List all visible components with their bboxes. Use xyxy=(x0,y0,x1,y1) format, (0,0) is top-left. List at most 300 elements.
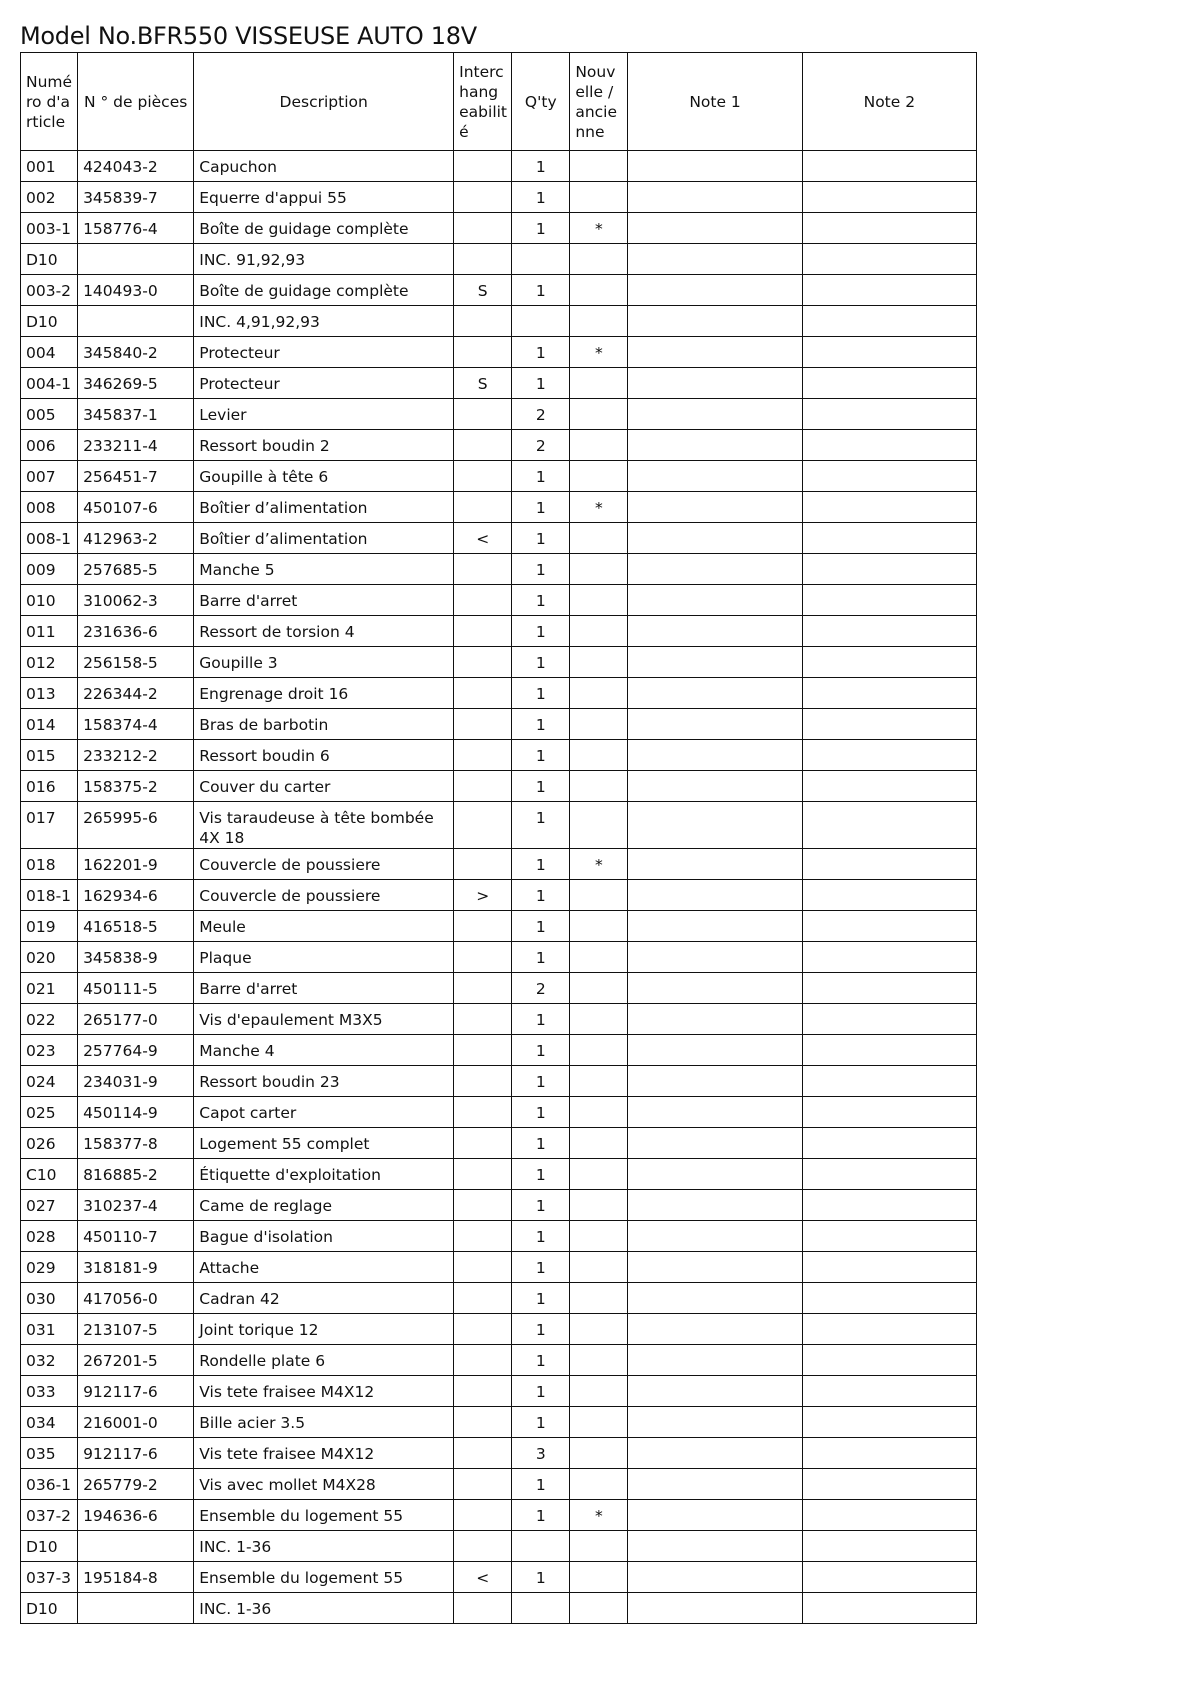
cell-item-number: 018 xyxy=(21,849,78,880)
cell-description: Barre d'arret xyxy=(194,585,454,616)
table-row xyxy=(21,647,977,678)
cell-part-number: 912117-6 xyxy=(78,1438,194,1469)
cell-part-number: 158776-4 xyxy=(78,213,194,244)
cell-part-number: 310062-3 xyxy=(78,585,194,616)
cell-new-old xyxy=(570,244,628,275)
cell-new-old: * xyxy=(570,492,628,523)
cell-item-number: 008-1 xyxy=(21,523,78,554)
cell-item-number: 021 xyxy=(21,973,78,1004)
cell-description: Ressort boudin 2 xyxy=(194,430,454,461)
cell-note-1 xyxy=(628,492,802,523)
cell-part-number: 450114-9 xyxy=(78,1097,194,1128)
table-row xyxy=(21,740,977,771)
cell-note-2 xyxy=(802,1221,976,1252)
table-row xyxy=(21,1128,977,1159)
cell-new-old: * xyxy=(570,337,628,368)
cell-description: Boîte de guidage complète xyxy=(194,275,454,306)
cell-new-old xyxy=(570,1283,628,1314)
cell-new-old xyxy=(570,1004,628,1035)
cell-note-1 xyxy=(628,182,802,213)
cell-note-2 xyxy=(802,880,976,911)
cell-interchangeability xyxy=(454,942,512,973)
cell-part-number: 256158-5 xyxy=(78,647,194,678)
table-row xyxy=(21,1407,977,1438)
cell-description: Bras de barbotin xyxy=(194,709,454,740)
cell-interchangeability xyxy=(454,1190,512,1221)
table-row xyxy=(21,1066,977,1097)
cell-note-1 xyxy=(628,1190,802,1221)
cell-part-number: 318181-9 xyxy=(78,1252,194,1283)
cell-item-number: 005 xyxy=(21,399,78,430)
table-row xyxy=(21,1097,977,1128)
cell-item-number: 015 xyxy=(21,740,78,771)
cell-item-number: 024 xyxy=(21,1066,78,1097)
cell-interchangeability xyxy=(454,1345,512,1376)
cell-item-number: D10 xyxy=(21,1593,78,1624)
cell-note-2 xyxy=(802,1190,976,1221)
cell-new-old xyxy=(570,1438,628,1469)
cell-description: Goupille 3 xyxy=(194,647,454,678)
cell-quantity: 2 xyxy=(512,430,570,461)
cell-part-number: 450111-5 xyxy=(78,973,194,1004)
cell-new-old xyxy=(570,430,628,461)
cell-note-2 xyxy=(802,306,976,337)
cell-note-1 xyxy=(628,1159,802,1190)
cell-quantity: 1 xyxy=(512,492,570,523)
cell-quantity: 1 xyxy=(512,585,570,616)
cell-new-old xyxy=(570,275,628,306)
cell-note-1 xyxy=(628,1345,802,1376)
cell-new-old: * xyxy=(570,1500,628,1531)
header-new-old: Nouv elle / ancie nne xyxy=(570,53,628,151)
cell-part-number: 345840-2 xyxy=(78,337,194,368)
table-row xyxy=(21,523,977,554)
cell-description: Logement 55 complet xyxy=(194,1128,454,1159)
cell-interchangeability xyxy=(454,1035,512,1066)
table-row xyxy=(21,1283,977,1314)
cell-quantity: 1 xyxy=(512,802,570,849)
cell-part-number: 412963-2 xyxy=(78,523,194,554)
header-item-number: Numé ro d'a rticle xyxy=(21,53,78,151)
cell-item-number: 026 xyxy=(21,1128,78,1159)
table-row xyxy=(21,973,977,1004)
cell-description: Boîtier d’alimentation xyxy=(194,492,454,523)
cell-quantity: 2 xyxy=(512,973,570,1004)
cell-item-number: 001 xyxy=(21,151,78,182)
table-row xyxy=(21,244,977,275)
cell-part-number: 231636-6 xyxy=(78,616,194,647)
cell-note-2 xyxy=(802,647,976,678)
cell-quantity: 1 xyxy=(512,337,570,368)
cell-part-number xyxy=(78,306,194,337)
table-row xyxy=(21,430,977,461)
cell-description: Couvercle de poussiere xyxy=(194,849,454,880)
cell-note-1 xyxy=(628,461,802,492)
cell-note-1 xyxy=(628,337,802,368)
cell-note-2 xyxy=(802,911,976,942)
cell-item-number: 030 xyxy=(21,1283,78,1314)
cell-interchangeability xyxy=(454,151,512,182)
cell-item-number: 033 xyxy=(21,1376,78,1407)
cell-item-number: 017 xyxy=(21,802,78,849)
cell-description: Boîte de guidage complète xyxy=(194,213,454,244)
cell-note-2 xyxy=(802,1283,976,1314)
table-row xyxy=(21,1469,977,1500)
cell-quantity: 1 xyxy=(512,1004,570,1035)
cell-new-old xyxy=(570,554,628,585)
table-row xyxy=(21,616,977,647)
cell-part-number: 194636-6 xyxy=(78,1500,194,1531)
cell-interchangeability xyxy=(454,399,512,430)
cell-part-number: 226344-2 xyxy=(78,678,194,709)
cell-interchangeability xyxy=(454,1159,512,1190)
cell-quantity xyxy=(512,1531,570,1562)
cell-interchangeability xyxy=(454,771,512,802)
cell-part-number: 256451-7 xyxy=(78,461,194,492)
cell-note-2 xyxy=(802,1314,976,1345)
cell-interchangeability xyxy=(454,973,512,1004)
cell-new-old xyxy=(570,399,628,430)
cell-part-number: 158375-2 xyxy=(78,771,194,802)
cell-new-old xyxy=(570,1531,628,1562)
cell-part-number: 265995-6 xyxy=(78,802,194,849)
cell-note-1 xyxy=(628,1407,802,1438)
cell-quantity: 1 xyxy=(512,523,570,554)
cell-quantity: 1 xyxy=(512,911,570,942)
cell-quantity: 1 xyxy=(512,213,570,244)
cell-note-2 xyxy=(802,1097,976,1128)
cell-description: Engrenage droit 16 xyxy=(194,678,454,709)
cell-note-2 xyxy=(802,213,976,244)
table-row xyxy=(21,1159,977,1190)
cell-description: Ressort de torsion 4 xyxy=(194,616,454,647)
cell-note-2 xyxy=(802,942,976,973)
cell-note-1 xyxy=(628,911,802,942)
cell-note-2 xyxy=(802,1500,976,1531)
cell-note-2 xyxy=(802,182,976,213)
cell-interchangeability: > xyxy=(454,880,512,911)
cell-description: Bille acier 3.5 xyxy=(194,1407,454,1438)
cell-new-old xyxy=(570,880,628,911)
cell-interchangeability xyxy=(454,802,512,849)
cell-part-number: 162201-9 xyxy=(78,849,194,880)
cell-item-number: 035 xyxy=(21,1438,78,1469)
cell-interchangeability xyxy=(454,1531,512,1562)
cell-interchangeability xyxy=(454,1128,512,1159)
cell-part-number: 416518-5 xyxy=(78,911,194,942)
cell-quantity: 1 xyxy=(512,1376,570,1407)
table-row xyxy=(21,1314,977,1345)
cell-note-2 xyxy=(802,771,976,802)
cell-quantity xyxy=(512,244,570,275)
cell-interchangeability xyxy=(454,1097,512,1128)
cell-note-2 xyxy=(802,802,976,849)
parts-table xyxy=(20,52,977,1624)
table-row xyxy=(21,911,977,942)
table-row xyxy=(21,1190,977,1221)
cell-quantity: 1 xyxy=(512,1035,570,1066)
header-part-number: N ° de pièces xyxy=(78,53,194,151)
cell-note-2 xyxy=(802,523,976,554)
cell-new-old xyxy=(570,678,628,709)
cell-note-2 xyxy=(802,1128,976,1159)
cell-note-1 xyxy=(628,616,802,647)
cell-new-old xyxy=(570,1469,628,1500)
cell-item-number: D10 xyxy=(21,306,78,337)
cell-description: Capot carter xyxy=(194,1097,454,1128)
cell-interchangeability: < xyxy=(454,523,512,554)
table-row xyxy=(21,1593,977,1624)
cell-part-number: 345837-1 xyxy=(78,399,194,430)
cell-interchangeability xyxy=(454,1283,512,1314)
cell-item-number: D10 xyxy=(21,244,78,275)
header-description: Description xyxy=(194,53,454,151)
cell-note-2 xyxy=(802,1376,976,1407)
cell-part-number: 195184-8 xyxy=(78,1562,194,1593)
cell-quantity: 1 xyxy=(512,1252,570,1283)
cell-note-2 xyxy=(802,275,976,306)
cell-note-1 xyxy=(628,973,802,1004)
cell-note-2 xyxy=(802,740,976,771)
cell-note-2 xyxy=(802,585,976,616)
cell-part-number xyxy=(78,1593,194,1624)
cell-note-1 xyxy=(628,1593,802,1624)
cell-new-old xyxy=(570,1314,628,1345)
cell-part-number xyxy=(78,244,194,275)
cell-new-old xyxy=(570,942,628,973)
header-interchangeability: Interc hang eabilit é xyxy=(454,53,512,151)
cell-interchangeability xyxy=(454,1593,512,1624)
cell-new-old xyxy=(570,616,628,647)
cell-part-number: 158377-8 xyxy=(78,1128,194,1159)
cell-part-number: 816885-2 xyxy=(78,1159,194,1190)
cell-part-number: 346269-5 xyxy=(78,368,194,399)
cell-description: Capuchon xyxy=(194,151,454,182)
cell-note-1 xyxy=(628,1128,802,1159)
cell-new-old xyxy=(570,368,628,399)
cell-note-1 xyxy=(628,306,802,337)
cell-note-1 xyxy=(628,678,802,709)
cell-note-1 xyxy=(628,880,802,911)
table-row xyxy=(21,182,977,213)
cell-part-number: 216001-0 xyxy=(78,1407,194,1438)
cell-note-1 xyxy=(628,709,802,740)
cell-interchangeability: < xyxy=(454,1562,512,1593)
table-row xyxy=(21,275,977,306)
cell-note-2 xyxy=(802,1159,976,1190)
cell-note-1 xyxy=(628,1066,802,1097)
header-note-1: Note 1 xyxy=(628,53,802,151)
cell-new-old xyxy=(570,151,628,182)
cell-note-1 xyxy=(628,942,802,973)
cell-quantity: 1 xyxy=(512,1066,570,1097)
table-row xyxy=(21,1252,977,1283)
cell-note-2 xyxy=(802,1407,976,1438)
cell-new-old xyxy=(570,1593,628,1624)
table-row xyxy=(21,1500,977,1531)
cell-note-2 xyxy=(802,337,976,368)
cell-part-number: 267201-5 xyxy=(78,1345,194,1376)
cell-item-number: 020 xyxy=(21,942,78,973)
cell-part-number: 233212-2 xyxy=(78,740,194,771)
cell-note-2 xyxy=(802,151,976,182)
cell-description: INC. 1-36 xyxy=(194,1593,454,1624)
cell-item-number: 031 xyxy=(21,1314,78,1345)
cell-part-number: 345838-9 xyxy=(78,942,194,973)
cell-description: Levier xyxy=(194,399,454,430)
cell-item-number: 011 xyxy=(21,616,78,647)
cell-description: Joint torique 12 xyxy=(194,1314,454,1345)
cell-description: Ensemble du logement 55 xyxy=(194,1500,454,1531)
cell-note-1 xyxy=(628,1283,802,1314)
cell-item-number: 037-2 xyxy=(21,1500,78,1531)
cell-note-2 xyxy=(802,1438,976,1469)
cell-quantity: 1 xyxy=(512,1562,570,1593)
cell-description: Vis taraudeuse à tête bombée 4X 18 xyxy=(194,802,454,849)
cell-quantity: 1 xyxy=(512,554,570,585)
cell-quantity: 2 xyxy=(512,399,570,430)
cell-note-1 xyxy=(628,1562,802,1593)
table-row xyxy=(21,306,977,337)
cell-note-1 xyxy=(628,151,802,182)
cell-quantity: 1 xyxy=(512,151,570,182)
cell-quantity xyxy=(512,1593,570,1624)
table-row xyxy=(21,678,977,709)
cell-description: Vis tete fraisee M4X12 xyxy=(194,1376,454,1407)
cell-description: INC. 91,92,93 xyxy=(194,244,454,275)
cell-new-old xyxy=(570,306,628,337)
cell-quantity: 1 xyxy=(512,880,570,911)
cell-description: Rondelle plate 6 xyxy=(194,1345,454,1376)
cell-note-1 xyxy=(628,523,802,554)
cell-quantity: 3 xyxy=(512,1438,570,1469)
cell-item-number: 032 xyxy=(21,1345,78,1376)
cell-part-number: 233211-4 xyxy=(78,430,194,461)
cell-interchangeability: S xyxy=(454,275,512,306)
table-row xyxy=(21,399,977,430)
cell-description: Protecteur xyxy=(194,368,454,399)
cell-part-number: 140493-0 xyxy=(78,275,194,306)
cell-note-1 xyxy=(628,1221,802,1252)
cell-quantity: 1 xyxy=(512,1190,570,1221)
table-row xyxy=(21,1531,977,1562)
table-row xyxy=(21,1004,977,1035)
cell-new-old xyxy=(570,1066,628,1097)
cell-new-old: * xyxy=(570,213,628,244)
cell-new-old xyxy=(570,1407,628,1438)
table-row xyxy=(21,802,977,849)
cell-quantity: 1 xyxy=(512,1159,570,1190)
cell-note-1 xyxy=(628,647,802,678)
cell-description: INC. 4,91,92,93 xyxy=(194,306,454,337)
cell-note-1 xyxy=(628,430,802,461)
cell-quantity: 1 xyxy=(512,1128,570,1159)
cell-new-old xyxy=(570,523,628,554)
cell-item-number: 007 xyxy=(21,461,78,492)
cell-note-2 xyxy=(802,368,976,399)
cell-quantity: 1 xyxy=(512,275,570,306)
cell-item-number: 027 xyxy=(21,1190,78,1221)
cell-new-old xyxy=(570,973,628,1004)
cell-quantity: 1 xyxy=(512,647,570,678)
cell-quantity: 1 xyxy=(512,616,570,647)
cell-description: Boîtier d’alimentation xyxy=(194,523,454,554)
cell-part-number: 213107-5 xyxy=(78,1314,194,1345)
cell-quantity: 1 xyxy=(512,1283,570,1314)
cell-item-number: D10 xyxy=(21,1531,78,1562)
cell-item-number: 004-1 xyxy=(21,368,78,399)
cell-note-2 xyxy=(802,678,976,709)
cell-item-number: 003-2 xyxy=(21,275,78,306)
cell-interchangeability xyxy=(454,647,512,678)
cell-new-old xyxy=(570,1345,628,1376)
cell-note-2 xyxy=(802,1066,976,1097)
cell-item-number: 013 xyxy=(21,678,78,709)
cell-interchangeability xyxy=(454,1407,512,1438)
cell-new-old: * xyxy=(570,849,628,880)
cell-part-number: 265177-0 xyxy=(78,1004,194,1035)
cell-interchangeability xyxy=(454,492,512,523)
cell-note-2 xyxy=(802,492,976,523)
cell-note-2 xyxy=(802,1531,976,1562)
table-row xyxy=(21,213,977,244)
cell-quantity: 1 xyxy=(512,709,570,740)
cell-note-1 xyxy=(628,1252,802,1283)
table-row xyxy=(21,1376,977,1407)
cell-note-2 xyxy=(802,244,976,275)
cell-note-1 xyxy=(628,849,802,880)
cell-note-1 xyxy=(628,1314,802,1345)
cell-new-old xyxy=(570,709,628,740)
cell-item-number: 009 xyxy=(21,554,78,585)
table-row xyxy=(21,849,977,880)
cell-interchangeability xyxy=(454,337,512,368)
cell-note-1 xyxy=(628,213,802,244)
cell-interchangeability xyxy=(454,306,512,337)
cell-interchangeability xyxy=(454,1500,512,1531)
cell-new-old xyxy=(570,1221,628,1252)
table-row xyxy=(21,1035,977,1066)
cell-item-number: 006 xyxy=(21,430,78,461)
cell-item-number: 029 xyxy=(21,1252,78,1283)
cell-interchangeability xyxy=(454,849,512,880)
cell-item-number: 004 xyxy=(21,337,78,368)
cell-note-2 xyxy=(802,554,976,585)
cell-part-number: 310237-4 xyxy=(78,1190,194,1221)
cell-note-2 xyxy=(802,709,976,740)
cell-item-number: 014 xyxy=(21,709,78,740)
cell-new-old xyxy=(570,911,628,942)
table-row xyxy=(21,880,977,911)
table-row xyxy=(21,942,977,973)
cell-part-number: 450110-7 xyxy=(78,1221,194,1252)
cell-note-1 xyxy=(628,1004,802,1035)
cell-part-number: 162934-6 xyxy=(78,880,194,911)
cell-item-number: 034 xyxy=(21,1407,78,1438)
cell-item-number: 016 xyxy=(21,771,78,802)
cell-interchangeability xyxy=(454,678,512,709)
cell-interchangeability xyxy=(454,740,512,771)
cell-description: Vis d'epaulement M3X5 xyxy=(194,1004,454,1035)
cell-description: Attache xyxy=(194,1252,454,1283)
cell-quantity: 1 xyxy=(512,1500,570,1531)
cell-item-number: 022 xyxy=(21,1004,78,1035)
cell-interchangeability xyxy=(454,709,512,740)
table-row xyxy=(21,709,977,740)
table-row xyxy=(21,337,977,368)
cell-quantity: 1 xyxy=(512,368,570,399)
cell-note-2 xyxy=(802,399,976,430)
